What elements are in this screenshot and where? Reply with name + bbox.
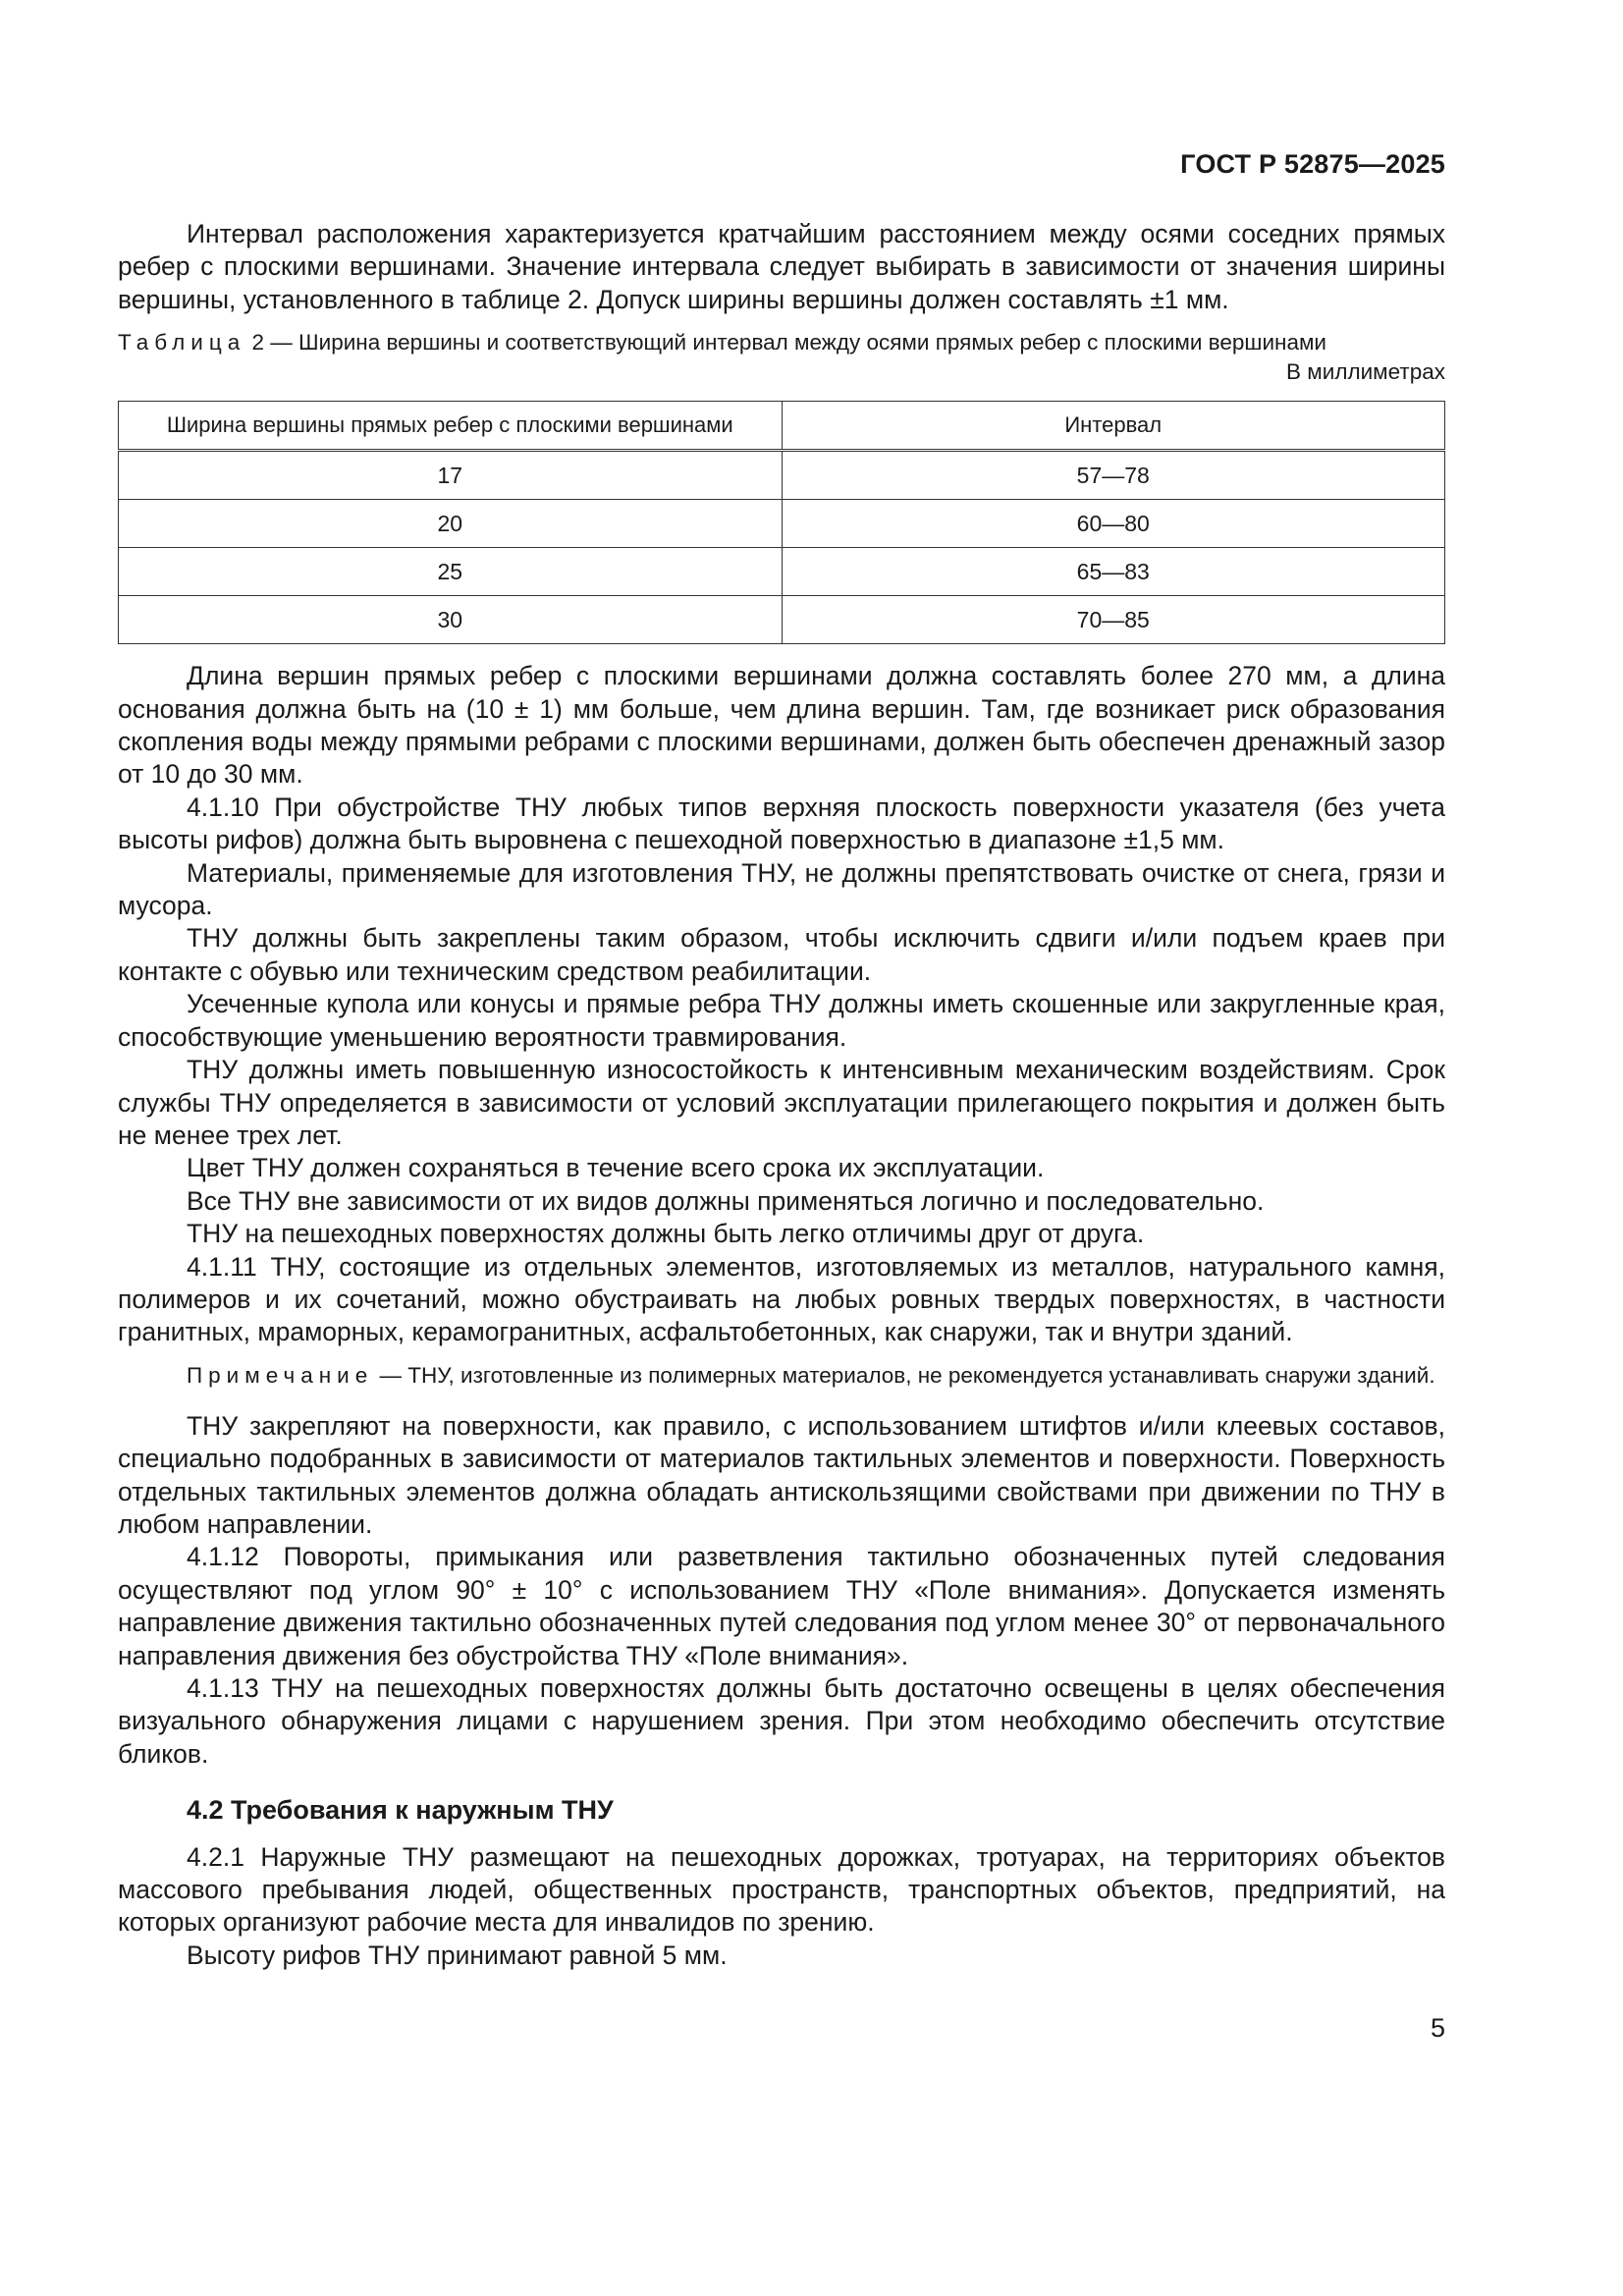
note-label: Примечание — [187, 1362, 374, 1388]
paragraph: Усеченные купола или конусы и прямые ребра ТНУ должны иметь скошенные или закругленные края, способствующие уменьшению вероятности травмирования. — [118, 989, 1445, 1052]
table-caption-text: 2 — Ширина вершины и соответствующий интервал между осями прямых ребер с плоскими вершинами — [245, 330, 1326, 355]
paragraph: Интервал расположения характеризуется кратчайшим расстоянием между осями соседних прямых ребер с плоскими вершинами. Значение интервала следует выбирать в зависимости от значения ширины вершины, установленного в таблице 2. Допуск ширины вершины должен составлять ±1 мм. — [118, 219, 1445, 314]
table-row — [119, 548, 1445, 596]
column-header-width: Ширина вершины прямых ребер с плоскими вершинами — [119, 402, 783, 451]
spacer — [118, 1771, 1445, 1786]
paragraph: Все ТНУ вне зависимости от их видов должны применяться логично и последовательно. — [187, 1185, 1265, 1216]
paragraph: 4.1.11 ТНУ, состоящие из отдельных элементов, изготовляемых из металлов, натурального камня, полимеров и их сочетаний, можно обустраивать на любых ровных твердых поверхностях, в частности гранитных, мраморных, керамогранитных, асфальтобетонных, как снаружи, так и внутри зданий. — [118, 1251, 1445, 1347]
table-caption-label: Таблица — [118, 330, 246, 355]
table-cell-interval: 65—83 — [782, 548, 1445, 596]
table-caption — [118, 328, 1445, 357]
column-header-interval: Интервал — [782, 402, 1445, 451]
table-cell-interval: 57—78 — [782, 451, 1445, 500]
table-cell-interval: 70—85 — [782, 596, 1445, 644]
paragraph: Цвет ТНУ должен сохраняться в течение всего срока их эксплуатации. — [187, 1153, 1045, 1183]
table-cell-width: 30 — [119, 596, 783, 644]
table-row — [119, 596, 1445, 644]
paragraph: Высоту рифов ТНУ принимают равной 5 мм. — [187, 1940, 728, 1970]
paragraph: 4.1.13 ТНУ на пешеходных поверхностях должны быть достаточно освещены в целях обеспечения визуального обнаружения лицами с нарушением зрения. При этом необходимо обеспечить отсутствие бликов. — [118, 1673, 1445, 1769]
table-cell-width: 20 — [119, 500, 783, 548]
note-text: — ТНУ, изготовленные из полимерных материалов, не рекомендуется устанавливать снаружи зданий. — [373, 1362, 1435, 1388]
paragraph: ТНУ должны быть закреплены таким образом, чтобы исключить сдвиги и/или подъем краев при контакте с обувью или техническим средством реабилитации. — [118, 923, 1445, 986]
paragraph: Материалы, применяемые для изготовления ТНУ, не должны препятствовать очистке от снега, грязи и мусора. — [118, 857, 1445, 921]
table-row — [119, 500, 1445, 548]
spacer — [118, 644, 1445, 660]
table-row — [119, 451, 1445, 500]
paragraph: Длина вершин прямых ребер с плоскими вершинами должна составлять более 270 мм, а длина основания должна быть на (10 ± 1) мм больше, чем длина вершин. Там, где возникает риск образования скопления воды между прямыми ребрами с плоскими вершинами, должен быть обеспечен дренажный зазор от 10 до 30 мм. — [118, 661, 1445, 790]
page-number: 5 — [1430, 2013, 1445, 2043]
note — [118, 1361, 1445, 1391]
paragraph: 4.2.1 Наружные ТНУ размещают на пешеходных дорожках, тротуарах, на территориях объектов массового пребывания людей, общественных пространств, транспортных объектов, предприятий, на которых организуют рабочие места для инвалидов по зрению. — [118, 1841, 1445, 1938]
document-id-header: ГОСТ Р 52875—2025 — [1180, 149, 1445, 179]
section-heading: 4.2 Требования к наружным ТНУ — [187, 1795, 614, 1826]
width-interval-table — [118, 401, 1445, 644]
paragraph: 4.1.12 Повороты, примыкания или разветвления тактильно обозначенных путей следования осуществляют под углом 90° ± 10° с использованием ТНУ «Поле внимания». Допускается изменять направление движения тактильно обозначенных путей следования под углом менее 30° от первоначального направления движения без обустройства ТНУ «Поле внимания». — [118, 1542, 1445, 1670]
paragraph: ТНУ закрепляют на поверхности, как правило, с использованием штифтов и/или клеевых составов, специально подобранных в зависимости от материалов тактильных элементов и поверхности. Поверхность отдельных тактильных элементов должна обладать антискользящими свойствами при движении по ТНУ в любом направлении. — [118, 1410, 1445, 1539]
table-cell-width: 25 — [119, 548, 783, 596]
table-cell-interval: 60—80 — [782, 500, 1445, 548]
table-header-row — [119, 402, 1445, 451]
table-cell-width: 17 — [119, 451, 783, 500]
table-units: В миллиметрах — [1286, 359, 1445, 385]
paragraph: ТНУ должны иметь повышенную износостойкость к интенсивным механическим воздействиям. Срок службы ТНУ определяется в зависимости от условий эксплуатации прилегающего покрытия и должен быть не менее трех лет. — [118, 1055, 1445, 1150]
paragraph: 4.1.10 При обустройстве ТНУ любых типов верхняя плоскость поверхности указателя (без учета высоты рифов) должна быть выровнена с пешеходной поверхностью в диапазоне ±1,5 мм. — [118, 792, 1445, 855]
page-content — [118, 218, 1445, 1972]
paragraph: ТНУ на пешеходных поверхностях должны быть легко отличимы друг от друга. — [187, 1219, 1145, 1249]
